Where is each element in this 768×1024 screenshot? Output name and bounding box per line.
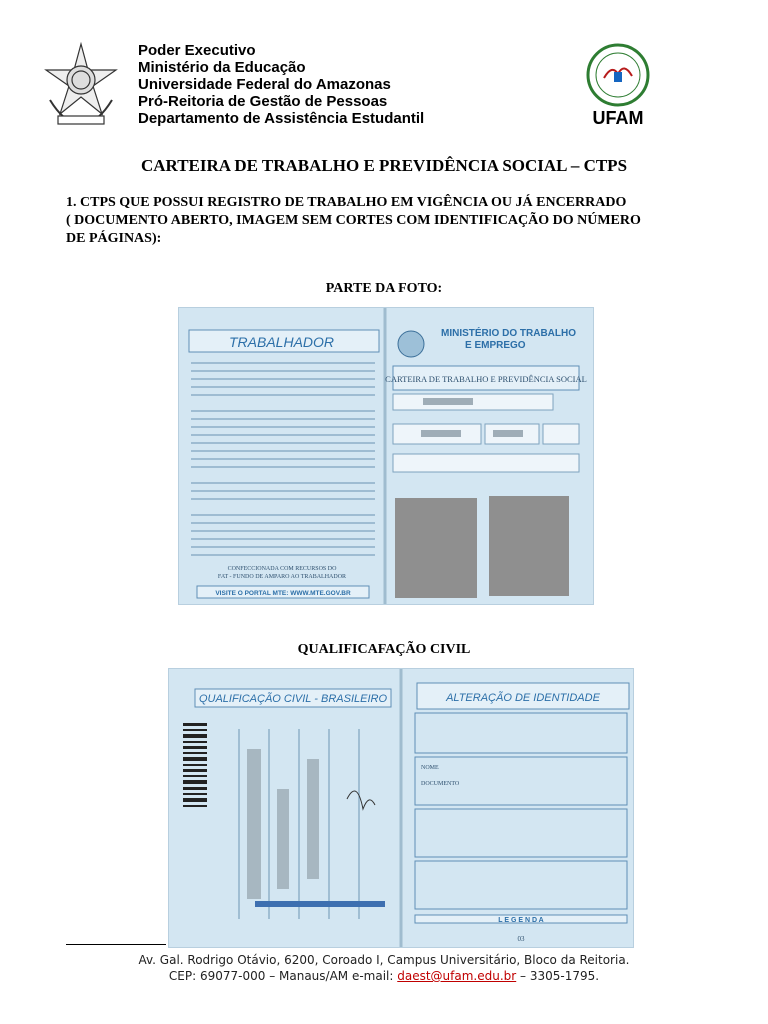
footer-line-2	[0, 968, 768, 984]
header-line: Ministério da Educação	[138, 59, 306, 76]
card1-portal-text: VISITE O PORTAL MTE: WWW.MTE.GOV.BR	[215, 590, 351, 597]
institution-header	[138, 42, 424, 127]
header-line: Poder Executivo	[138, 42, 256, 59]
footer-line-1: Av. Gal. Rodrigo Otávio, 6200, Coroado I, Campus Universitário, Bloco da Reitoria.	[138, 953, 630, 967]
card2-legenda: L E G E N D A	[498, 917, 544, 924]
header-line: Departamento de Assistência Estudantil	[138, 110, 425, 127]
footer-address	[0, 952, 768, 984]
card1-fat-line2: FAT - FUNDO DE AMPARO AO TRABALHADOR	[217, 574, 347, 580]
card1-fat-line1: CONFECCIONADA COM RECURSOS DO	[227, 566, 337, 572]
item-1-line: 1. CTPS QUE POSSUI REGISTRO DE TRABALHO EM VIGÊNCIA OU JÁ ENCERRADO	[66, 195, 627, 210]
item-1-line: DE PÁGINAS):	[66, 231, 162, 246]
ufam-logo-text: UFAM	[592, 108, 644, 128]
card2-field-documento: DOCUMENTO	[421, 781, 460, 787]
card1-card-title: CARTEIRA DE TRABALHO E PREVIDÊNCIA SOCIAL	[385, 374, 587, 384]
coat-of-arms-logo	[36, 40, 126, 130]
card2-right-header: ALTERAÇÃO DE IDENTIDADE	[446, 692, 600, 704]
header-line: Pró-Reitoria de Gestão de Pessoas	[138, 93, 388, 110]
card2-left-header: QUALIFICAÇÃO CIVIL - BRASILEIRO	[198, 693, 388, 705]
section-heading-photo: PARTE DA FOTO:	[325, 281, 443, 296]
item-1-line: ( DOCUMENTO ABERTO, IMAGEM SEM CORTES COM IDENTIFICAÇÃO DO NÚMERO	[66, 213, 641, 228]
section-heading-civil: QUALIFICAFAÇÃO CIVIL	[297, 642, 471, 657]
footer-cep: CEP: 69077-000 – Manaus/AM e-mail:	[168, 969, 398, 983]
item-1-instructions	[66, 194, 716, 248]
card1-left-header: TRABALHADOR	[229, 334, 335, 350]
card1-ministry-line2: E EMPREGO	[465, 340, 526, 351]
footer-email-link[interactable]: daest@ufam.edu.br	[397, 969, 517, 983]
card1-ministry-line1: MINISTÉRIO DO TRABALHO	[441, 328, 576, 339]
card2-field-nome: NOME	[421, 765, 439, 771]
ctps-civil-qualification-image	[168, 668, 634, 948]
document-title: CARTEIRA DE TRABALHO E PREVIDÊNCIA SOCIAL – CTPS	[140, 156, 628, 175]
barcode-icon	[183, 723, 207, 807]
ctps-photo-page-image	[178, 307, 594, 605]
footer-phone: – 3305-1795.	[516, 969, 600, 983]
footnote-rule	[66, 944, 166, 945]
card2-page-number: 03	[517, 935, 525, 943]
header-line: Universidade Federal do Amazonas	[138, 76, 391, 93]
